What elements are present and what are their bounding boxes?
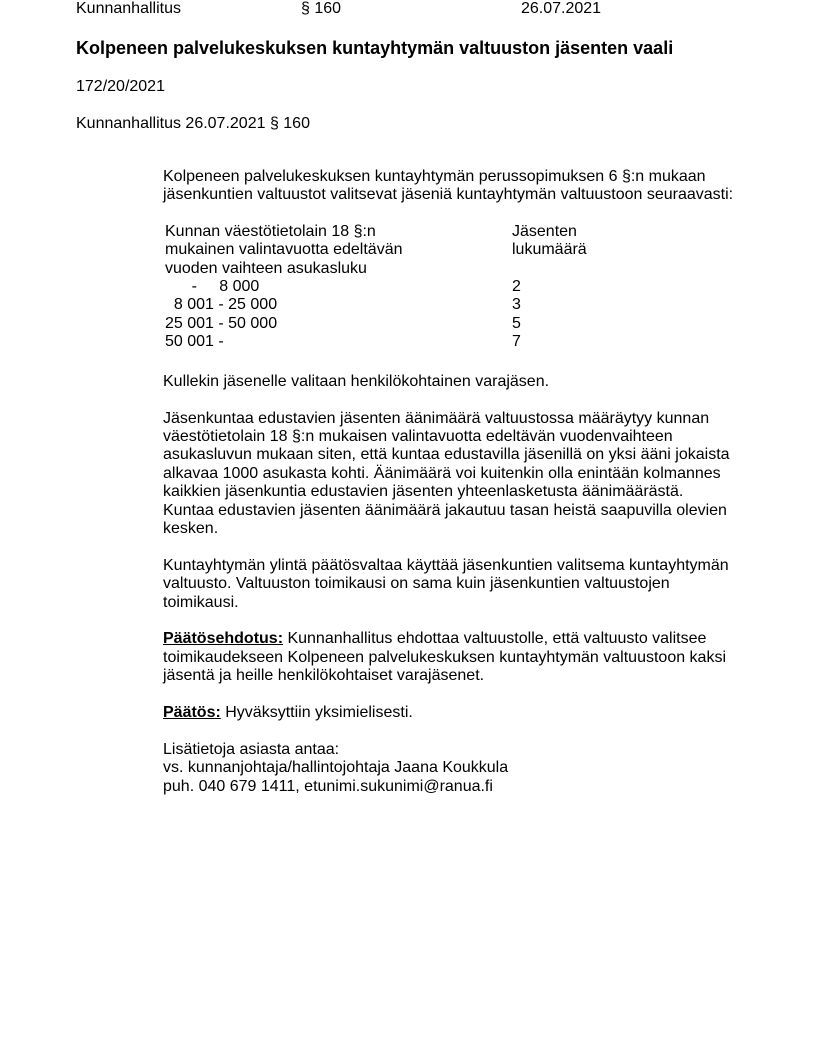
table-header-left: mukainen valintavuotta edeltävän [165, 241, 403, 259]
proposal-line: jäsentä ja heille henkilökohtaiset varajäsenet. [163, 667, 485, 685]
member-table [163, 223, 743, 351]
decision-label: Päätös: [163, 704, 221, 722]
votes-line: alkavaa 1000 asukasta kohti. Äänimäärä voi kuitenkin olla enintään kolmannes [163, 464, 721, 482]
table-row-range: 25 001 - 50 000 [165, 314, 278, 332]
table-row-range: 8 001 - 25 000 [165, 296, 278, 314]
table-header-left: vuoden vaihteen asukasluku [165, 259, 367, 277]
table-header-right: lukumäärä [512, 241, 587, 259]
decision-text: Hyväksyttiin yksimielisesti. [220, 704, 413, 722]
contact-line: vs. kunnanjohtaja/hallintojohtaja Jaana Koukkula [163, 759, 509, 777]
decision-line [163, 704, 743, 722]
votes-line: kesken. [163, 520, 219, 538]
votes-line: kaikkien jäsenkuntia edustavien jäsenten yhteenlasketusta äänimäärästä. [163, 483, 684, 501]
proposal-text: Kunnanhallitus ehdottaa valtuustolle, että valtuusto valitsee [283, 630, 707, 648]
document-number: 172/20/2021 [76, 78, 165, 95]
proposal-line: toimikaudekseen Kolpeneen palvelukeskuksen kuntayhtymän valtuustoon kaksi [163, 648, 727, 666]
table-row-range: - 8 000 [165, 278, 260, 295]
votes-line: Jäsenkuntaa edustavien jäsenten äänimäärä valtuustossa määräytyy kunnan [163, 409, 710, 427]
intro-line: Kolpeneen palvelukeskuksen kuntayhtymän perussopimuksen 6 §:n mukaan [163, 168, 706, 185]
meeting-reference: Kunnanhallitus 26.07.2021 § 160 [76, 115, 310, 132]
contact-line: Lisätietoja asiasta antaa: [163, 740, 340, 758]
table-header-left: Kunnan väestötietolain 18 §:n [165, 222, 376, 240]
contact-line: puh. 040 679 1411, etunimi.sukunimi@ranua.fi [163, 777, 493, 795]
votes-line: asukasluvun mukaan siten, että kuntaa edustavilla jäsenillä on yksi ääni jokaista [163, 446, 730, 464]
header-organ: Kunnanhallitus [76, 0, 181, 17]
authority-line: valtuusto. Valtuuston toimikausi on sama kuin jäsenkuntien valtuustojen [163, 575, 670, 593]
page-title: Kolpeneen palvelukeskuksen kuntayhtymän valtuuston jäsenten vaali [76, 38, 674, 58]
proposal-label: Päätösehdotus: [163, 630, 284, 648]
substitute-paragraph: Kullekin jäsenelle valitaan henkilökohtainen varajäsen. [163, 372, 550, 390]
authority-line: toimikausi. [163, 593, 239, 611]
votes-line: väestötietolain 18 §:n mukaisen valintavuotta edeltävän vuodenvaihteen [163, 428, 673, 446]
document-body [163, 168, 743, 796]
table-row-count: 3 [512, 296, 521, 314]
authority-line: Kuntayhtymän ylintä päätösvaltaa käyttää jäsenkuntien valitsema kuntayhtymän [163, 556, 729, 574]
table-row-count: 7 [512, 333, 521, 351]
votes-line: Kuntaa edustavien jäsenten äänimäärä jakautuu tasan heistä saapuvilla olevien [163, 501, 727, 519]
table-row-count: 5 [512, 314, 521, 332]
table-header-right: Jäsenten [512, 222, 577, 240]
table-row-range: 50 001 - [165, 333, 224, 351]
proposal-first-line [163, 630, 743, 648]
header-date: 26.07.2021 [521, 0, 602, 17]
table-row-count: 2 [512, 278, 521, 295]
intro-line: jäsenkuntien valtuustot valitsevat jäseniä kuntayhtymän valtuustoon seuraavasti: [163, 186, 734, 204]
header-section: § 160 [301, 0, 342, 17]
